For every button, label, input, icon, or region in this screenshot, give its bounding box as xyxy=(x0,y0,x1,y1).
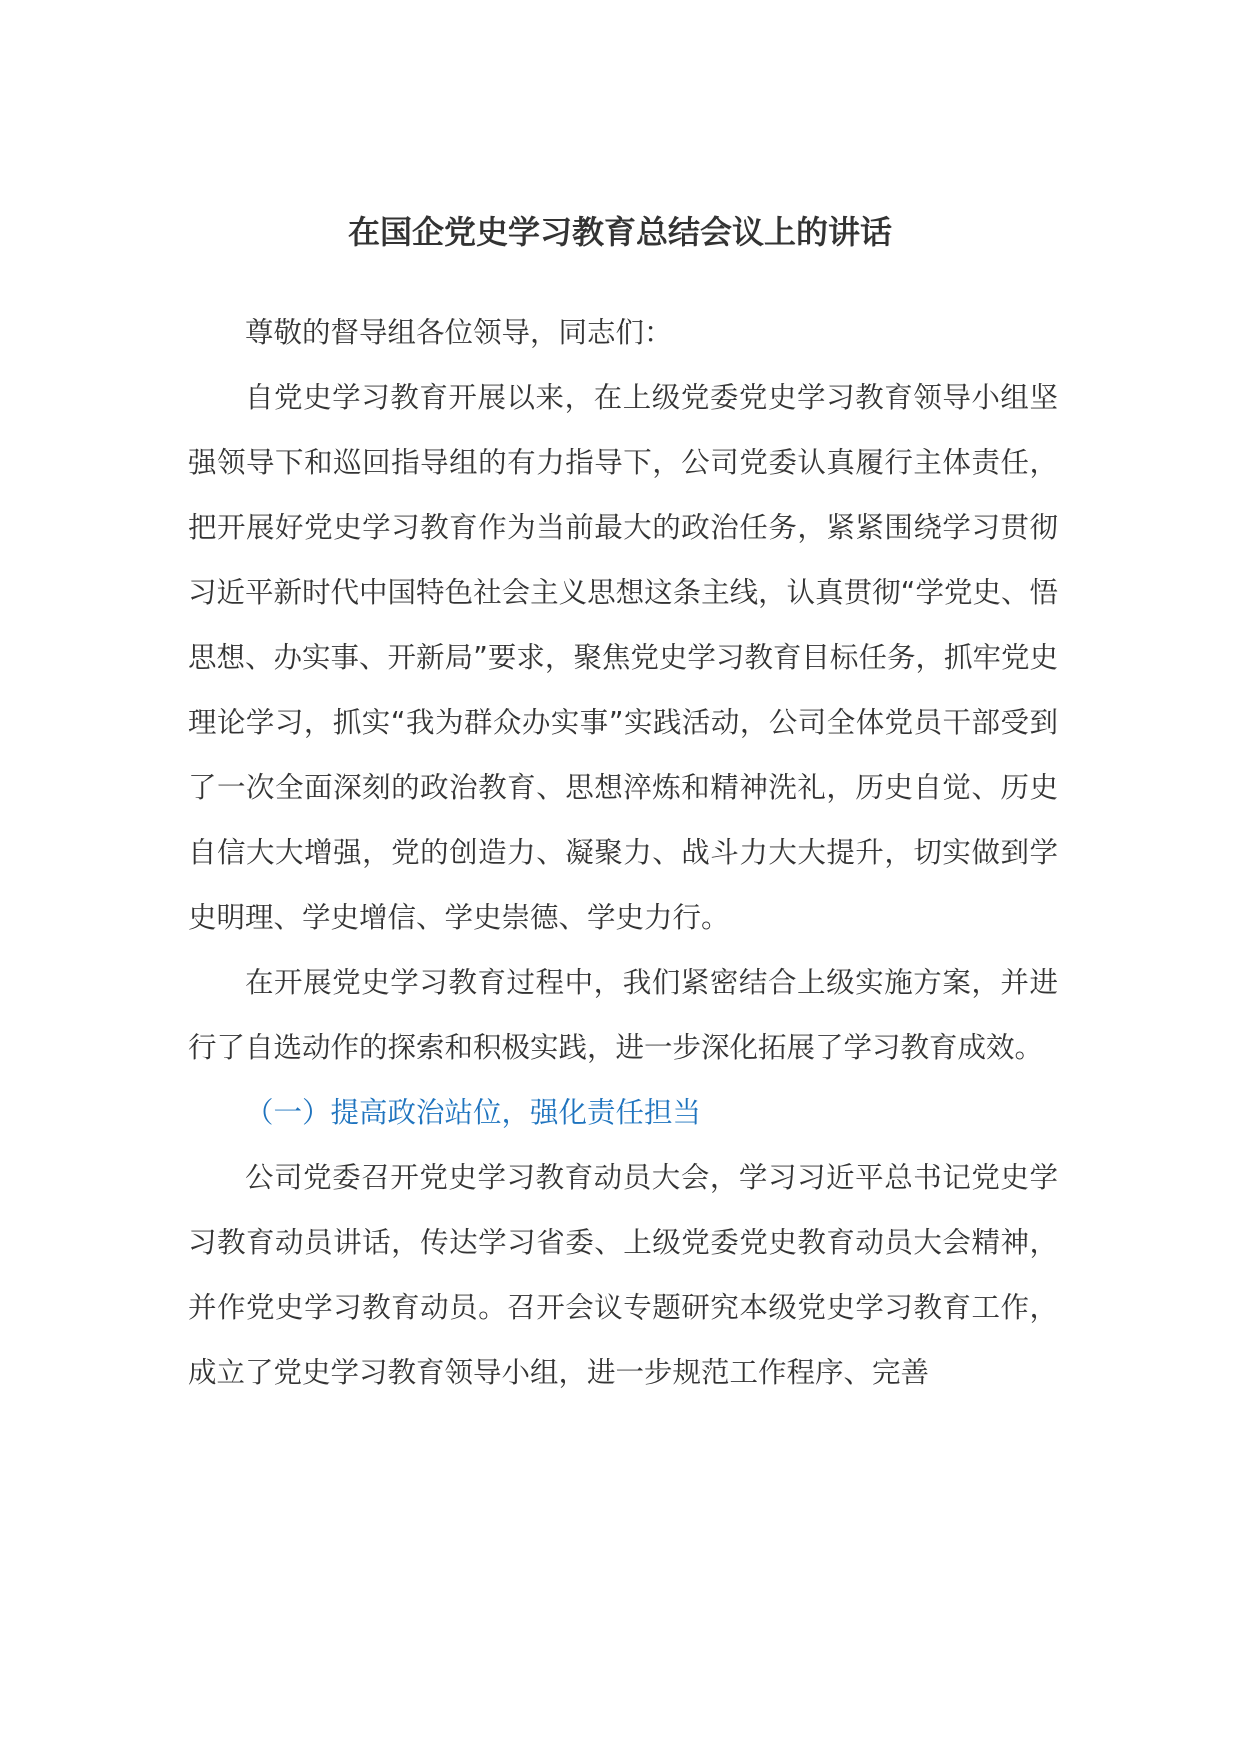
paragraph-section-body: 公司党委召开党史学习教育动员大会，学习习近平总书记党史学习教育动员讲话，传达学习省委、上级党委党史教育动员大会精神，并作党史学习教育动员。召开会议专题研究本级党史学习教育工作，成立了党史学习教育领导小组，进一步规范工作程序、完善 xyxy=(188,1161,1058,1389)
salutation: 尊敬的督导组各位领导，同志们： xyxy=(245,316,673,349)
document-body xyxy=(188,300,1058,1405)
paragraph-process: 在开展党史学习教育过程中，我们紧密结合上级实施方案，并进行了自选动作的探索和积极实践，进一步深化拓展了学习教育成效。 xyxy=(188,966,1058,1064)
section-heading: （一）提高政治站位，强化责任担当 xyxy=(245,1096,702,1129)
paragraph-intro: 自党史学习教育开展以来，在上级党委党史学习教育领导小组坚强领导下和巡回指导组的有力指导下，公司党委认真履行主体责任，把开展好党史学习教育作为当前最大的政治任务，紧紧围绕学习贯彻习近平新时代中国特色社会主义思想这条主线，认真贯彻“学党史、悟思想、办实事、开新局”要求，聚焦党史学习教育目标任务，抓牢党史理论学习，抓实“我为群众办实事”实践活动，公司全体党员干部受到了一次全面深刻的政治教育、思想淬炼和精神洗礼，历史自觉、历史自信大大增强，党的创造力、凝聚力、战斗力大大提升，切实做到学史明理、学史增信、学史崇德、学史力行。 xyxy=(188,381,1058,934)
document-title: 在国企党史学习教育总结会议上的讲话 xyxy=(347,213,892,251)
